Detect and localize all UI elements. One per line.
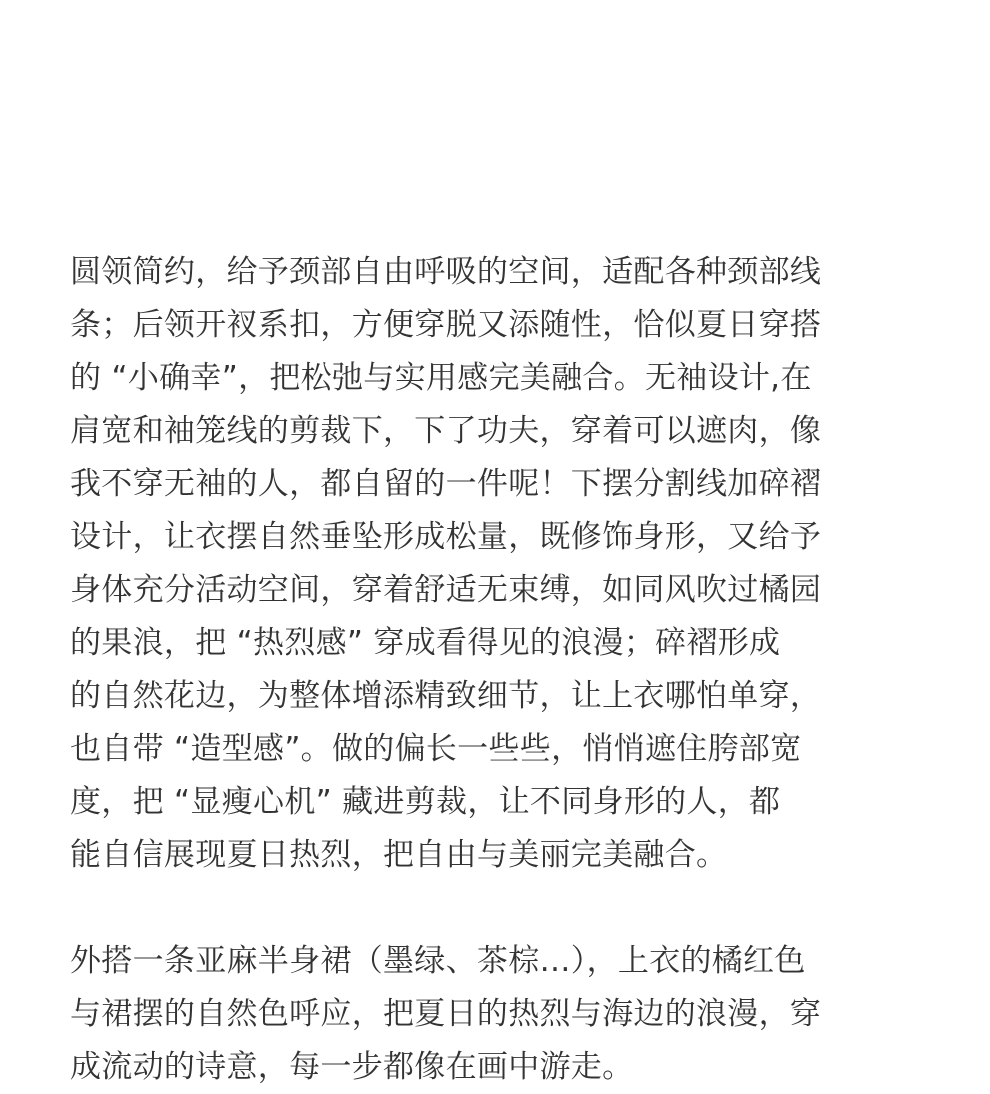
- text-line: 条；后领开衩系扣，方便穿脱又添随性，恰似夏日穿搭: [70, 307, 822, 343]
- text-line: 我不穿无袖的人，都自留的一件呢！下摆分割线加碎褶: [70, 466, 822, 502]
- text-line: 设计，让衣摆自然垂坠形成松量，既修饰身形，又给予: [70, 519, 822, 555]
- text-line: 度，把 “显瘦心机” 藏进剪裁，让不同身形的人，都: [70, 784, 781, 820]
- text-line: 与裙摆的自然色呼应，把夏日的热烈与海边的浪漫，穿: [70, 996, 822, 1032]
- article-body: [70, 246, 920, 1094]
- text-line: 的自然花边，为整体增添精致细节，让上衣哪怕单穿，: [70, 678, 822, 714]
- text-line: 外搭一条亚麻半身裙（墨绿、茶棕…），上衣的橘红色: [70, 943, 806, 979]
- text-line: 的 “小确幸”，把松弛与实用感完美融合。无袖设计,在: [70, 360, 812, 396]
- text-line: 身体充分活动空间，穿着舒适无束缚，如同风吹过橘园: [70, 572, 822, 608]
- text-line: 圆领简约，给予颈部自由呼吸的空间，适配各种颈部线: [70, 254, 822, 290]
- text-line: 能自信展现夏日热烈，把自由与美丽完美融合。: [70, 837, 728, 873]
- text-line: 成流动的诗意，每一步都像在画中游走。: [70, 1049, 634, 1085]
- text-line: 肩宽和袖笼线的剪裁下，下了功夫，穿着可以遮肉，像: [70, 413, 822, 449]
- paragraph-spacer: [70, 882, 920, 935]
- paragraph-styling-tip: [70, 935, 920, 1094]
- paragraph-design-details: [70, 246, 920, 882]
- text-line: 也自带 “造型感”。做的偏长一些些，悄悄遮住胯部宽: [70, 731, 802, 767]
- text-line: 的果浪，把 “热烈感” 穿成看得见的浪漫；碎褶形成: [70, 625, 781, 661]
